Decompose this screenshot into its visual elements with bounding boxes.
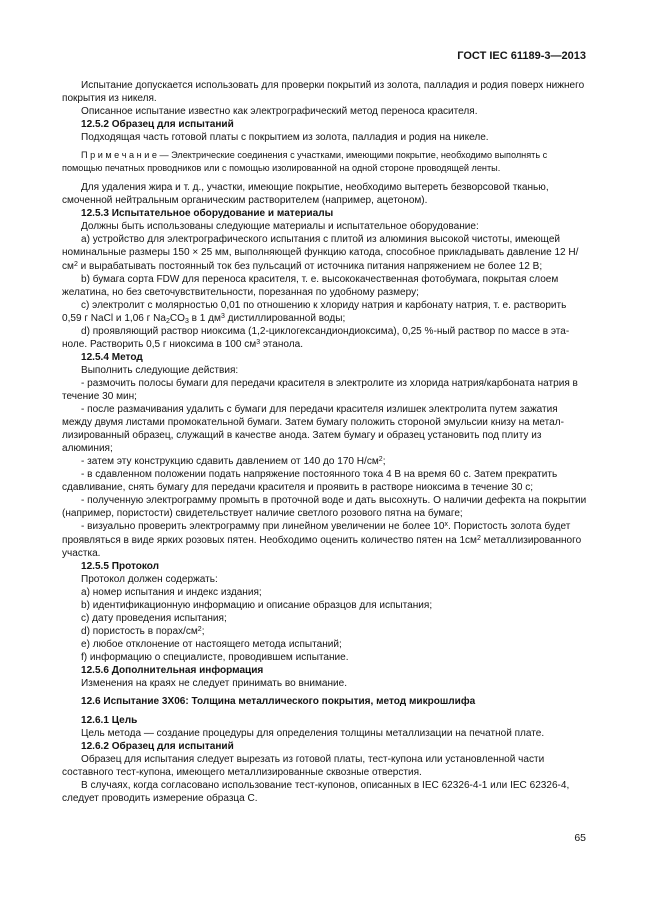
- list-item: d) проявляющий раствор ниоксима (1,2-циклогександиондиоксима), 0,25 %-ный раствор по массе в этаноле. Растворить 0,5 г ниоксима в 100 $см^3$ этанола.: [62, 325, 570, 350]
- list-item: - в сдавленном положении подать напряжение постоянного тока 4 В на время 60 с. Затем прекратить сдавливание, снять бумагу для передачи красителя и проявить в растворе ниоксима в течение 30 с;: [62, 469, 558, 494]
- list-item: b) бумага сорта FDW для переноса красителя, т. е. высококачественная фотобумага, покрытая слоем желатина, но без светочувствительности, порезанная по удобному размеру;: [62, 273, 559, 298]
- paragraph: В случаях, когда согласовано использование тест-купонов, описанных в IEC 62326-4-1 или IEC 62326-4, следует проводить измерение образца С.: [62, 780, 570, 805]
- paragraph: Для удаления жира и т. д., участки, имеющие покрытие, необходимо вытереть безворсовой тканью, смоченной нейтральным органическим растворителем (например, ацетоном).: [62, 182, 549, 207]
- list-item: а) устройство для электрографического испытания с плитой из алюминия высокой чистоты, имеющей номинальные размеры 150 × 25 мм, выполняющей функцию катода, способное прикладывать давление 12 $Н/см^2$ и вырабатывать постоянный ток без пульсаций от источника питания напряжением не более 12 В;: [62, 234, 579, 272]
- paragraph: Испытание допускается использовать для проверки покрытий из золота, палладия и родия поверх нижнего покрытия из никеля.: [62, 80, 585, 105]
- list-item: b) идентификационную информацию и описание образцов для испытания;: [81, 599, 433, 611]
- list-item: - размочить полосы бумаги для передачи красителя в электролите из хлорида натрия/карбоната натрия в течение 30 мин;: [62, 377, 578, 402]
- paragraph: Изменения на краях не следует принимать во внимание.: [81, 678, 348, 690]
- paragraph: Протокол должен содержать:: [81, 573, 218, 585]
- section-heading-12-5-3: 12.5.3 Испытательное оборудование и материалы: [81, 208, 334, 220]
- page-number: 65: [574, 832, 586, 844]
- section-heading-12-6-2: 12.6.2 Образец для испытаний: [81, 741, 234, 753]
- paragraph: Подходящая часть готовой платы с покрытием из золота, палладия и родия на никеле.: [81, 132, 489, 144]
- page-content: [62, 79, 587, 805]
- list-item: - полученную электрограмму промыть в проточной воде и дать высохнуть. О наличии дефекта на покрытии (например, пористости) свидетельствует наличие светлого розового пятна на бумаге;: [62, 495, 587, 520]
- section-heading-12-6-1: 12.6.1 Цель: [81, 715, 138, 727]
- section-heading-12-5-5: 12.5.5 Протокол: [81, 560, 160, 572]
- section-heading-12-5-4: 12.5.4 Метод: [81, 351, 143, 363]
- note-text: — Электрические соединения с участками, имеющими покрытие, необходимо выполнять с помощью печатных проводников или с помощью изолированной на одной стороне проводящей ленты.: [62, 150, 548, 174]
- paragraph: Образец для испытания следует вырезать из готовой платы, тест-купона или установленной части составного тест-купона, имеющего металлизированные сквозные отверстия.: [62, 754, 545, 779]
- paragraph: Описанное испытание известно как электрографический метод переноса красителя.: [81, 106, 478, 118]
- paragraph: Должны быть использованы следующие материалы и испытательное оборудование:: [81, 221, 479, 233]
- section-heading-12-5-6: 12.5.6 Дополнительная информация: [81, 664, 264, 676]
- note-label: П р и м е ч а н и е: [81, 150, 157, 161]
- list-item: f) информацию о специалисте, проводившем испытание.: [81, 651, 349, 663]
- list-item: d) пористость в порах/$см^2$;: [81, 625, 205, 637]
- list-item: с) электролит с молярностью 0,01 по отношению к хлориду натрия и карбонату натрия, т. е. растворить 0,59 г NaCl и 1,06 г $Na_2CO_3$ в 1 $дм^3$ дистиллированной воды;: [62, 299, 567, 325]
- list-item: - затем эту конструкцию сдавить давлением от 140 до 170 $Н/см^2$;: [81, 456, 386, 468]
- paragraph: Цель метода — создание процедуры для определения толщины металлизации на печатной плате.: [81, 728, 545, 740]
- section-heading-12-5-2: 12.5.2 Образец для испытаний: [81, 119, 234, 131]
- paragraph: Выполнить следующие действия:: [81, 364, 239, 376]
- list-item: с) дату проведения испытания;: [81, 612, 227, 624]
- note: [62, 149, 587, 175]
- list-item: е) любое отклонение от настоящего метода испытаний;: [81, 638, 342, 650]
- section-heading-12-6: 12.6 Испытание 3X06: Толщина металлического покрытия, метод микрошлифа: [81, 696, 476, 708]
- list-item: - после размачивания удалить с бумаги для передачи красителя излишек электролита путем зажатия между двумя листами промокательной бумаги. Затем бумагу положить стороной эмульсии книзу на металлизированный образец, служащий в качестве анода. Затем бумагу и образец установить под плиту из алюминия;: [62, 404, 564, 455]
- list-item: - визуально проверить электрограмму при линейном увеличении не более $10^х$. Пористость золота будет проявляться в виде ярких розовых пятен. Необходимо оценить количество пятен на $1см^2$ металлизированного участка.: [62, 521, 582, 559]
- list-item: а) номер испытания и индекс издания;: [81, 586, 262, 598]
- page-header: ГОСТ IEC 61189-3—2013: [457, 50, 586, 62]
